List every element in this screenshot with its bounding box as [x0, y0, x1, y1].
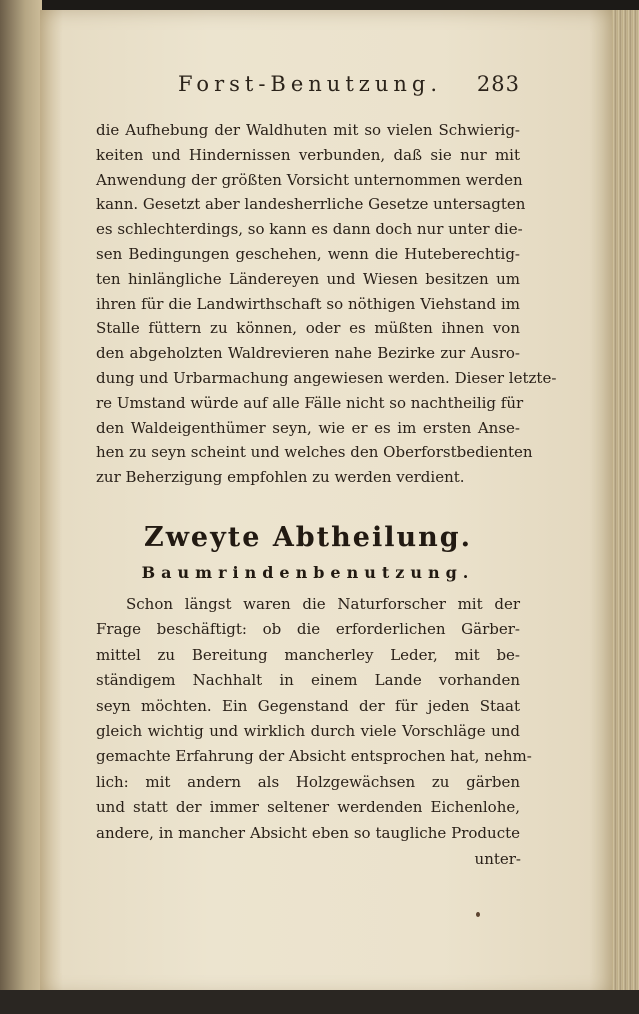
page-header	[140, 68, 520, 104]
section-title: Zweyte Abtheilung.	[143, 522, 473, 553]
text-line: mittel zu Bereitung mancherley Leder, mit be-	[96, 645, 520, 664]
ink-speck	[476, 912, 480, 917]
text-line: hen zu seyn scheint und welches den Oberforstbedienten	[96, 443, 533, 462]
text-line: es schlechterdings, so kann es dann doch nur unter die-	[96, 220, 523, 239]
text-line: ten hinlängliche Ländereyen und Wiesen besitzen um	[96, 269, 520, 288]
text-line: lich: mit andern als Holzgewächsen zu gärben	[96, 772, 520, 791]
text-line: und statt der immer seltener werdenden Eichenlohe,	[96, 798, 520, 817]
text-line: kann. Gesetzt aber landesherrliche Gesetze untersagten	[96, 195, 526, 214]
text-line: Stalle füttern zu können, oder es müßten ihnen von	[96, 319, 520, 338]
text-line: gleich wichtig und wirklich durch viele Vorschläge und	[96, 722, 520, 741]
text-line: den Waldeigenthümer seyn, wie er es im ersten Anse-	[96, 418, 520, 437]
previous-page-edge	[0, 0, 42, 1000]
text-line: re Umstand würde auf alle Fälle nicht so nachtheilig für	[96, 393, 524, 412]
scan-bottom-band	[0, 990, 639, 1014]
text-line: sen Bedingungen geschehen, wenn die Huteberechtig-	[96, 244, 520, 263]
page-number: 283	[476, 72, 520, 96]
text-line: Frage beschäftigt: ob die erforderlichen Gärber-	[96, 620, 520, 639]
text-line: ihren für die Landwirthschaft so nöthigen Viehstand im	[96, 294, 520, 313]
text-line: dung und Urbarmachung angewiesen werden. Dieser letzte-	[96, 368, 557, 387]
text-line: ständigem Nachhalt in einem Lande vorhanden	[96, 671, 520, 690]
running-title: Forst-Benutzung.	[178, 72, 442, 96]
text-line: die Aufhebung der Waldhuten mit so vielen Schwierig-	[96, 121, 520, 139]
text-line: den abgeholzten Waldrevieren nahe Bezirke zur Ausro-	[96, 344, 520, 363]
text-line: Anwendung der größten Vorsicht unternommen werden	[96, 170, 523, 189]
page-stack-edge	[612, 10, 639, 995]
text-line: seyn möchten. Ein Gegenstand der für jeden Staat	[96, 696, 520, 715]
catchword: unter-	[474, 850, 521, 868]
text-line: gemachte Erfahrung der Absicht entsprochen hat, nehm-	[96, 747, 532, 766]
text-line: zur Beherzigung empfohlen zu werden verdient.	[96, 468, 465, 487]
paragraph-2	[96, 592, 532, 846]
text-line: Schon längst waren die Naturforscher mit der	[126, 595, 520, 613]
text-line: andere, in mancher Absicht eben so taugliche Producte	[96, 823, 520, 842]
paragraph-1	[96, 118, 557, 490]
text-line: keiten und Hindernissen verbunden, daß sie nur mit	[96, 145, 520, 164]
section-subtitle: Baumrindenbenutzung.	[141, 563, 475, 582]
